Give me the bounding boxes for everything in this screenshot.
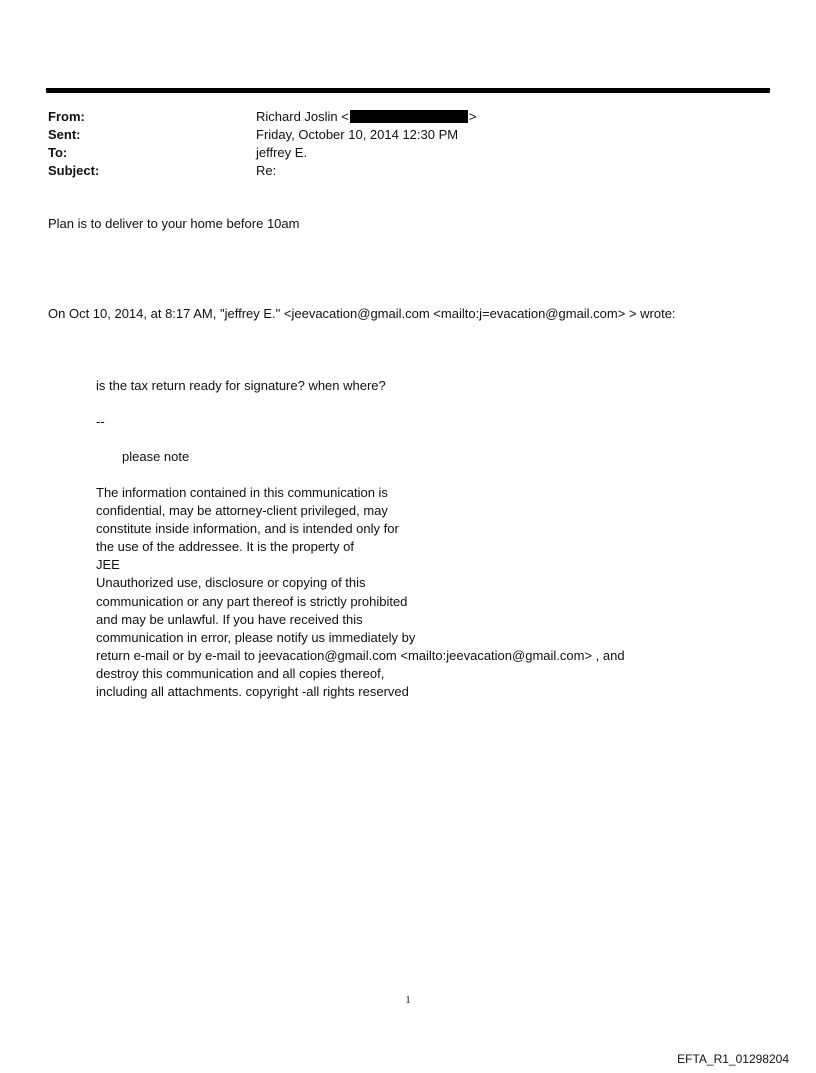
disclaimer-line: constitute inside information, and is intended only for <box>96 521 399 537</box>
sent-value: Friday, October 10, 2014 12:30 PM <box>256 127 459 142</box>
from-label: From: <box>48 109 85 124</box>
disclaimer-line: communication or any part thereof is strictly prohibited <box>96 593 408 609</box>
disclaimer-line: and may be unlawful. If you have received this <box>96 611 363 627</box>
quoted-question: is the tax return ready for signature? when where? <box>96 378 386 393</box>
disclaimer-line: including all attachments. copyright -all rights reserved <box>96 684 409 700</box>
subject-value: Re: <box>256 163 277 178</box>
disclaimer-line: Unauthorized use, disclosure or copying of this <box>96 575 366 591</box>
to-value: jeffrey E. <box>256 145 308 160</box>
signature-separator: -- <box>96 414 105 429</box>
disclaimer-line: confidential, may be attorney-client privileged, may <box>96 503 388 519</box>
document-id: EFTA_R1_01298204 <box>677 1052 789 1066</box>
disclaimer-line: The information contained in this communication is <box>96 485 388 500</box>
please-note: please note <box>122 449 190 464</box>
page-number: 1 <box>405 994 411 1006</box>
disclaimer-line: return e-mail or by e-mail to jeevacation@gmail.com <mailto:jeevacation@gmail.com> , and <box>96 647 625 663</box>
from-value <box>256 108 476 126</box>
quote-intro: On Oct 10, 2014, at 8:17 AM, "jeffrey E." <jeevacation@gmail.com <mailto:j=evacation@gmail.com> > wrote: <box>48 306 676 321</box>
disclaimer-line: JEE <box>96 557 120 573</box>
from-name: Richard Joslin < <box>256 109 349 124</box>
subject-label: Subject: <box>48 163 100 178</box>
redacted-email <box>350 110 468 123</box>
sent-label: Sent: <box>48 127 81 142</box>
disclaimer-line: communication in error, please notify us immediately by <box>96 629 416 645</box>
disclaimer-line: destroy this communication and all copies thereof, <box>96 665 385 681</box>
disclaimer-line: the use of the addressee. It is the property of <box>96 539 354 555</box>
confidentiality-disclaimer <box>96 484 625 701</box>
to-label: To: <box>48 145 68 160</box>
from-closing-bracket: > <box>468 109 477 124</box>
reply-text: Plan is to deliver to your home before 10am <box>48 216 300 231</box>
header-divider <box>46 88 770 93</box>
